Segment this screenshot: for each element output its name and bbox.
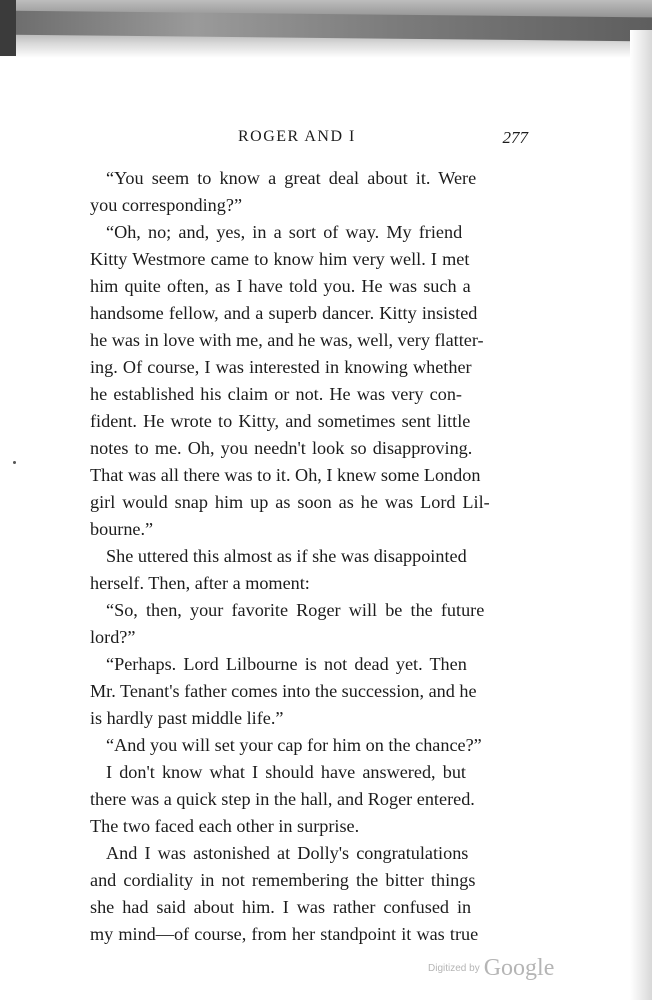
text-line: you corresponding?”	[90, 195, 243, 215]
scan-shadow-band	[0, 11, 652, 42]
text-line: my mind—of course, from her standpoint it was true	[90, 924, 479, 944]
chapter-title: ROGER AND I	[238, 128, 356, 145]
text-line: there was a quick step in the hall, and Roger entered.	[90, 789, 475, 809]
text-line: “So, then, your favorite Roger will be the future	[106, 600, 485, 620]
text-line: she had said about him. I was rather confused in	[90, 897, 472, 917]
text-line: handsome fellow, and a superb dancer. Kitty insisted	[90, 303, 478, 323]
text-line: ing. Of course, I was interested in knowing whether	[90, 357, 472, 377]
text-line: “Perhaps. Lord Lilbourne is not dead yet. Then	[106, 654, 467, 674]
scan-shadow-corner	[0, 0, 16, 56]
digitized-watermark	[428, 955, 554, 985]
text-line: fident. He wrote to Kitty, and sometimes sent little	[90, 411, 471, 431]
text-line: he established his claim or not. He was very con-	[90, 384, 462, 404]
text-line: lord?”	[90, 627, 136, 647]
watermark-prefix: Digitized by	[428, 963, 480, 974]
text-line: Kitty Westmore came to know him very well. I met	[90, 249, 470, 269]
text-line: The two faced each other in surprise.	[90, 816, 360, 836]
text-line: notes to me. Oh, you needn't look so disapproving.	[90, 438, 473, 458]
text-line: bourne.”	[90, 519, 154, 539]
scan-shadow-top	[0, 0, 652, 58]
text-line: and cordiality in not remembering the bitter things	[90, 870, 476, 890]
text-line: I don't know what I should have answered, but	[106, 762, 466, 782]
text-line: “Oh, no; and, yes, in a sort of way. My friend	[106, 222, 463, 242]
text-line: girl would snap him up as soon as he was Lord Lil-	[90, 492, 490, 512]
text-line: he was in love with me, and he was, well, very flatter-	[90, 330, 484, 350]
text-line: Mr. Tenant's father comes into the succession, and he	[90, 681, 477, 701]
page-edge-shadow	[630, 30, 652, 1000]
text-line: “And you will set your cap for him on the chance?”	[106, 735, 482, 755]
text-line: And I was astonished at Dolly's congratulations	[106, 843, 469, 863]
running-header	[90, 128, 530, 154]
text-line: herself. Then, after a moment:	[90, 573, 310, 593]
text-line: is hardly past middle life.”	[90, 708, 284, 728]
text-line: “You seem to know a great deal about it. Were	[106, 168, 477, 188]
text-line: She uttered this almost as if she was disappointed	[106, 546, 467, 566]
page-number: 277	[502, 128, 528, 147]
watermark-brand: Google	[483, 955, 555, 981]
text-line: That was all there was to it. Oh, I knew some London	[90, 465, 481, 485]
scan-speck	[13, 461, 16, 464]
text-line: him quite often, as I have told you. He was such a	[90, 276, 471, 296]
